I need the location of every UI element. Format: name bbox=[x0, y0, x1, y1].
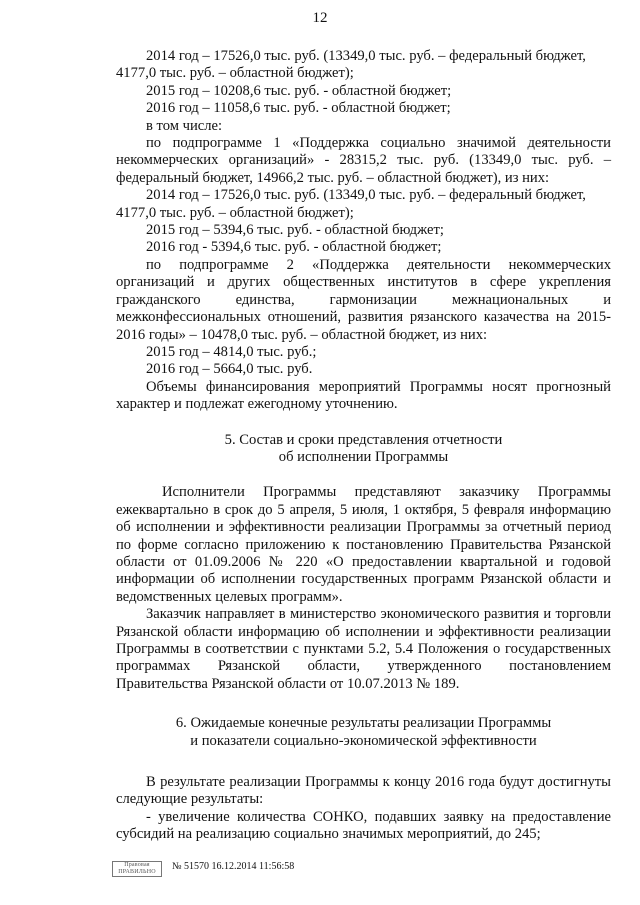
section-6-paragraph-1: В результате реализации Программы к концу 2016 года будут достигнуты следующие результаты: bbox=[116, 774, 611, 808]
section-5-heading-line-2: об исполнении Программы bbox=[278, 448, 449, 465]
sub2-line-2015: 2015 год – 4814,0 тыс. руб.; bbox=[146, 343, 317, 360]
document-body bbox=[116, 48, 611, 844]
forecast-note-paragraph: Объемы финансирования мероприятий Программы носят прогнозный характер и подлежат ежегодному уточнению. bbox=[116, 378, 611, 413]
registration-footer bbox=[112, 861, 532, 881]
document-registration-info: № 51570 16.12.2014 11:56:58 bbox=[172, 861, 295, 872]
stamp-line-1: Правовая bbox=[124, 862, 150, 868]
including-label: в том числе: bbox=[146, 117, 223, 134]
subprogram-1-paragraph: по подпрограмме 1 «Поддержка социально значимой деятельности некоммерческих организаций» - 28315,2 тыс. руб. (13349,0 тыс. руб. – федеральный бюджет, 14966,2 тыс. руб. – областной бюджет), из них: bbox=[116, 135, 611, 186]
funding-line-2016: 2016 год – 11058,6 тыс. руб. - областной бюджет; bbox=[146, 100, 451, 117]
section-6-heading-line-1: 6. Ожидаемые конечные результаты реализации Программы bbox=[175, 715, 552, 732]
stamp-line-2: ПРАВИЛЬНО bbox=[118, 868, 156, 875]
funding-line-2014: 2014 год – 17526,0 тыс. руб. (13349,0 тыс. руб. – федеральный бюджет, bbox=[146, 48, 586, 64]
sub1-line-2016: 2016 год - 5394,6 тыс. руб. - областной бюджет; bbox=[146, 239, 442, 256]
section-5-heading-line-1: 5. Состав и сроки представления отчетности bbox=[224, 431, 503, 448]
funding-line-2014-cont: 4177,0 тыс. руб. – областной бюджет); bbox=[116, 65, 354, 82]
subprogram-2-paragraph: по подпрограмме 2 «Поддержка деятельности некоммерческих организаций и других общественных институтов в сфере укрепления гражданского единства, гармонизации межнациональных и межконфессиональных отношений, развития рязанского казачества на 2015-2016 годы» – 10478,0 тыс. руб. – областной бюджет, из них: bbox=[116, 256, 611, 343]
sub1-line-2015: 2015 год – 5394,6 тыс. руб. - областной бюджет; bbox=[146, 222, 444, 239]
registration-stamp bbox=[112, 861, 162, 877]
sub1-line-2014-cont: 4177,0 тыс. руб. – областной бюджет); bbox=[116, 204, 354, 221]
page-number: 12 bbox=[312, 10, 328, 26]
section-6-heading-line-2: и показатели социально-экономической эффективности bbox=[190, 732, 537, 749]
section-6-paragraph-2: - увеличение количества СОНКО, подавших заявку на предоставление субсидий на реализацию социально значимых мероприятий, до 245; bbox=[116, 808, 611, 843]
section-5-paragraph-1: Исполнители Программы представляют заказчику Программы ежеквартально в срок до 5 апреля, 5 июля, 1 октября, 5 февраля информацию об исполнении и эффективности реализации Программы за отчетный период по форме согласно приложению к постановлению Правительства Рязанской области от 01.09.2006 № 220 «О предоставлении квартальной и годовой информации об исполнении государственных программ Рязанской области и ведомственных целевых программ». bbox=[116, 484, 611, 605]
section-5-paragraph-2: Заказчик направляет в министерство экономического развития и торговли Рязанской области информацию об исполнении и эффективности реализации Программы в соответствии с пунктами 5.2, 5.4 Положения о государственных программах Рязанской области, утвержденного постановлением Правительства Рязанской области от 10.07.2013 № 189. bbox=[116, 606, 611, 692]
sub1-line-2014: 2014 год – 17526,0 тыс. руб. (13349,0 тыс. руб. – федеральный бюджет, bbox=[146, 187, 586, 204]
sub2-line-2016: 2016 год – 5664,0 тыс. руб. bbox=[146, 361, 313, 378]
funding-line-2015: 2015 год – 10208,6 тыс. руб. - областной бюджет; bbox=[146, 82, 452, 99]
